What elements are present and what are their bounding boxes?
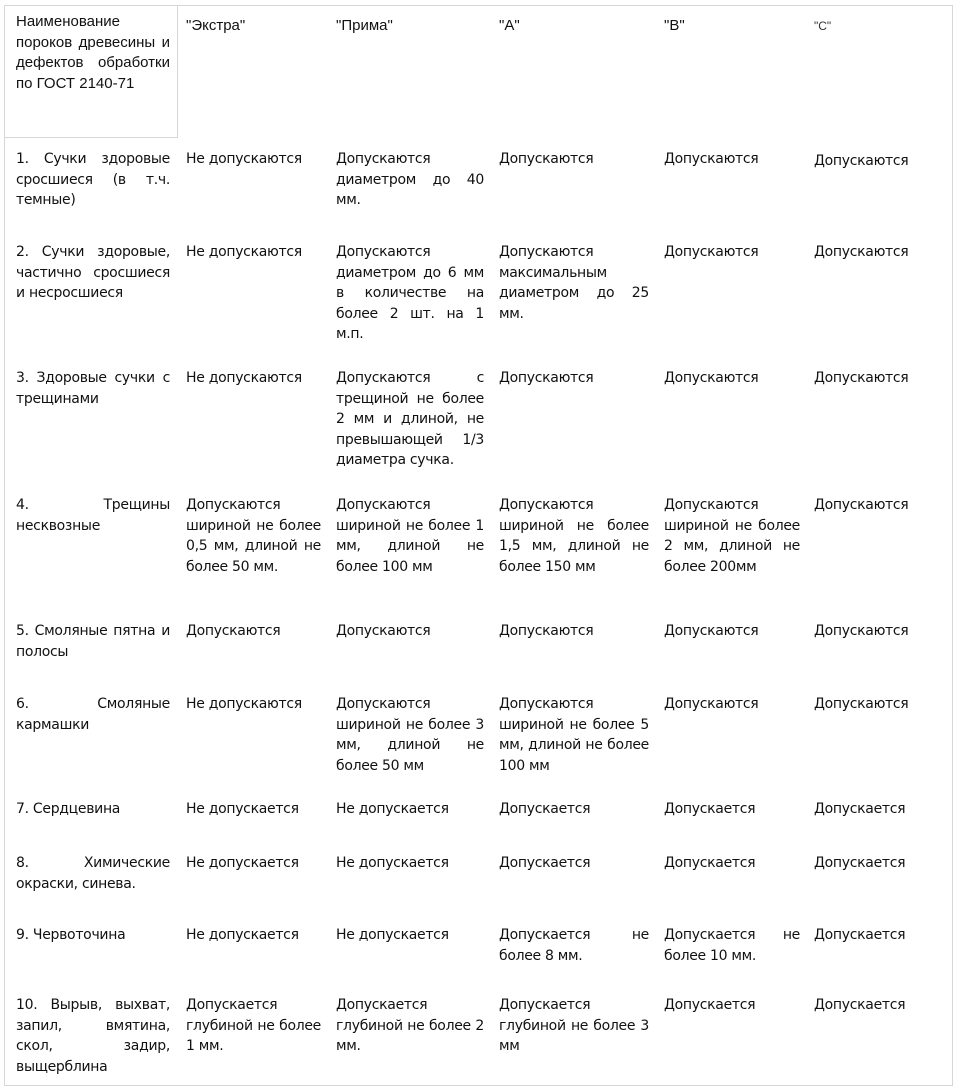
value-extra: Не допускается	[186, 801, 299, 817]
value-prima: Допускаются	[336, 623, 431, 639]
value-extra: Не допускается	[186, 927, 299, 943]
value-a: Допускаются шириной не более 1,5 мм, длиной не более 150 мм	[499, 497, 649, 575]
value-prima: Допускаются диаметром до 6 мм в количестве на более 2 шт. на 1 м.п.	[336, 244, 484, 342]
value-extra: Не допускается	[186, 855, 299, 871]
value-prima: Допускаются диаметром до 40 мм.	[336, 151, 484, 208]
value-extra: Допускаются шириной не более 0,5 мм, длиной не более 50 мм.	[186, 497, 321, 575]
value-b: Допускается не более 10 мм.	[664, 927, 800, 964]
value-b: Допускается	[664, 855, 756, 871]
value-prima: Не допускается	[336, 801, 449, 817]
value-a: Допускаются шириной не более 5 мм, длиной не более 100 мм	[499, 696, 649, 774]
value-extra: Не допускаются	[186, 244, 302, 260]
header-defect-column: Наименование пороков древесины и дефектов обработки по ГОСТ 2140-71	[16, 13, 170, 92]
value-c: Допускаются	[814, 244, 909, 260]
defect-name: 7. Сердцевина	[16, 801, 121, 817]
header-grade-prima: "Прима"	[336, 17, 393, 34]
header-grade-b: "B"	[664, 17, 685, 34]
defect-name: 5. Смоляные пятна и полосы	[16, 623, 170, 660]
value-a: Допускаются	[499, 370, 594, 386]
value-prima: Не допускается	[336, 855, 449, 871]
value-extra: Допускаются	[186, 623, 281, 639]
value-extra: Не допускаются	[186, 151, 302, 167]
defect-name: 8. Химические окраски, синева.	[16, 855, 170, 892]
value-extra: Не допускаются	[186, 696, 302, 712]
defect-name: 10. Вырыв, выхват, запил, вмятина, скол, задир, выщерблина	[16, 997, 170, 1075]
defect-name: 9. Червоточина	[16, 927, 126, 943]
header-grade-a: "A"	[499, 17, 520, 34]
value-c: Допускаются	[814, 497, 909, 513]
value-b: Допускаются	[664, 370, 759, 386]
value-a: Допускаются	[499, 151, 594, 167]
defect-name: 2. Сучки здоровые, частично сросшиеся и несросшиеся	[16, 244, 170, 301]
value-b: Допускается	[664, 801, 756, 817]
value-b: Допускаются шириной не более 2 мм, длиной не более 200мм	[664, 497, 800, 575]
value-prima: Допускаются шириной не более 3 мм, длиной не более 50 мм	[336, 696, 484, 774]
value-a: Допускается не более 8 мм.	[499, 927, 649, 964]
value-a: Допускается	[499, 855, 591, 871]
value-b: Допускаются	[664, 623, 759, 639]
defect-name: 1. Сучки здоровые сросшиеся (в т.ч. темные)	[16, 151, 170, 208]
defect-name: 3. Здоровые сучки с трещинами	[16, 370, 170, 407]
value-a: Допускаются	[499, 623, 594, 639]
value-extra: Допускается глубиной не более 1 мм.	[186, 997, 321, 1054]
value-b: Допускается	[664, 997, 756, 1013]
value-b: Допускаются	[664, 151, 759, 167]
value-c: Допускаются	[814, 696, 909, 712]
value-c: Допускается	[814, 855, 906, 871]
value-c: Допускаются	[814, 623, 909, 639]
value-c: Допускается	[814, 801, 906, 817]
value-prima: Не допускается	[336, 927, 449, 943]
defect-name: 4. Трещины несквозные	[16, 497, 170, 534]
value-a: Допускается	[499, 801, 591, 817]
value-prima: Допускается глубиной не более 2 мм.	[336, 997, 484, 1054]
value-c: Допускаются	[814, 370, 909, 386]
header-grade-c: "C"	[814, 19, 832, 33]
value-prima: Допускаются шириной не более 1 мм, длиной не более 100 мм	[336, 497, 484, 575]
value-b: Допускаются	[664, 696, 759, 712]
value-extra: Не допускаются	[186, 370, 302, 386]
value-c: Допускается	[814, 927, 906, 943]
value-c: Допускаются	[814, 153, 909, 169]
value-b: Допускаются	[664, 244, 759, 260]
value-c: Допускается	[814, 997, 906, 1013]
value-prima: Допускаются с трещиной не более 2 мм и длиной, не превышающей 1/3 диаметра сучка.	[336, 370, 484, 468]
value-a: Допускается глубиной не более 3 мм	[499, 997, 649, 1054]
header-grade-extra: "Экстра"	[186, 17, 246, 34]
value-a: Допускаются максимальным диаметром до 25 мм.	[499, 244, 649, 322]
defect-name: 6. Смоляные кармашки	[16, 696, 170, 733]
